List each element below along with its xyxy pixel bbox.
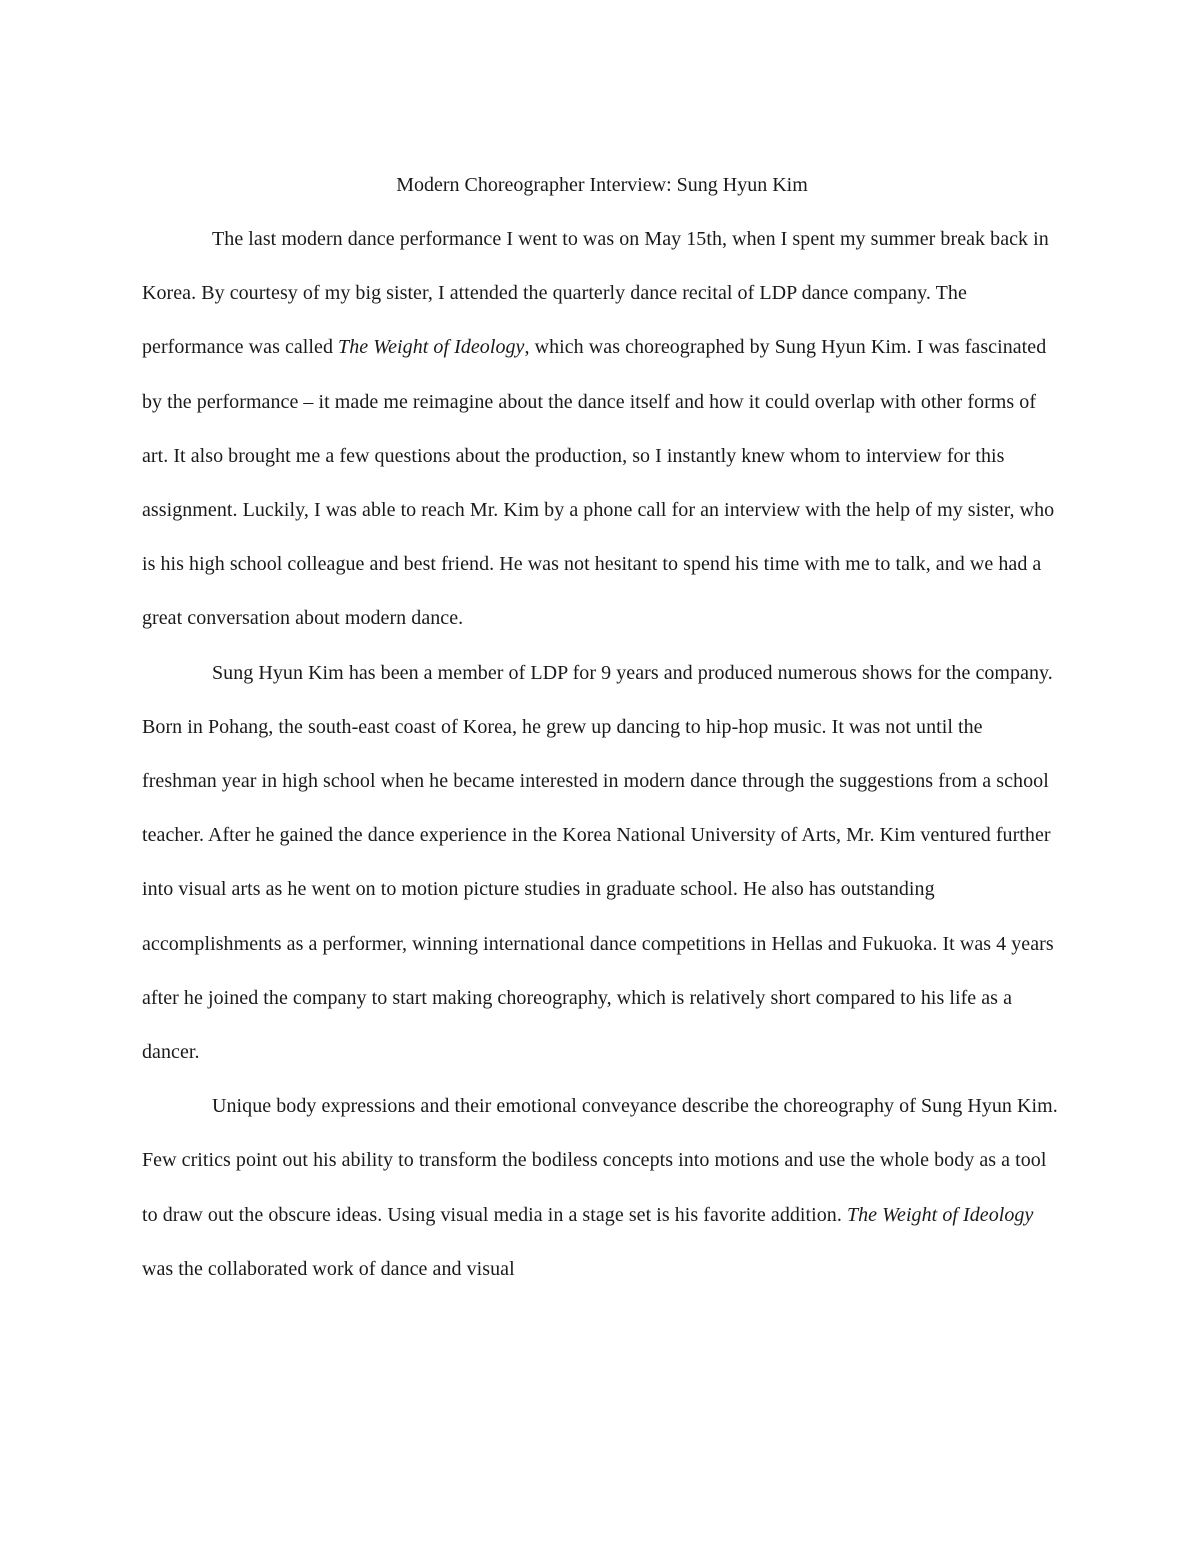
paragraph-1 (142, 212, 1062, 646)
paragraph-1-run-3: , which was choreographed by Sung Hyun Kim. I was fascinated by the performance – it made me reimagine about the dance itself and how it could overlap with other forms of art. It also brought me a few questions about the production, so I instantly knew whom to interview for this assignment. Luckily, I was able to reach Mr. Kim by a phone call for an interview with the help of my sister, who is his high school colleague and best friend. He was not hesitant to spend his time with me to talk, and we had a great conversation about modern dance. (142, 336, 1055, 630)
document-body (142, 158, 1062, 1296)
paragraph-3-work-title: The Weight of Ideology (846, 1203, 1034, 1226)
paragraph-1-run-1: The last modern dance performance I went to was on May 15th, when I spent my summer break back in Korea. By courtesy of my big sister, I attended the quarterly dance recital of LDP dance company. The performance was called (142, 228, 1049, 359)
paragraph-2-run-1: Sung Hyun Kim has been a member of LDP for 9 years and produced numerous shows for the company. Born in Pohang, the south-east coast of Korea, he grew up dancing to hip-hop music. It was not until the freshman year in high school when he became interested in modern dance through the suggestions from a school teacher. After he gained the dance experience in the Korea National University of Arts, Mr. Kim ventured further into visual arts as he went on to motion picture studies in graduate school. He also has outstanding accomplishments as a performer, winning international dance competitions in Hellas and Fukuoka. It was 4 years after he joined the company to start making choreography, which is relatively short compared to his life as a dancer. (142, 661, 1054, 1064)
paragraph-3 (142, 1079, 1062, 1296)
paragraph-3-run-3: was the collaborated work of dance and visual (142, 1257, 515, 1280)
document-title: Modern Choreographer Interview: Sung Hyun Kim (396, 174, 808, 196)
paragraph-2 (142, 646, 1062, 1080)
paragraph-1-work-title: The Weight of Ideology (338, 336, 525, 359)
paragraph-3-run-1: Unique body expressions and their emotional conveyance describe the choreography of Sung Hyun Kim. Few critics point out his ability to transform the bodiless concepts into motions and use the whole body as a tool to draw out the obscure ideas. Using visual media in a stage set is his favorite addition. (142, 1095, 1058, 1226)
